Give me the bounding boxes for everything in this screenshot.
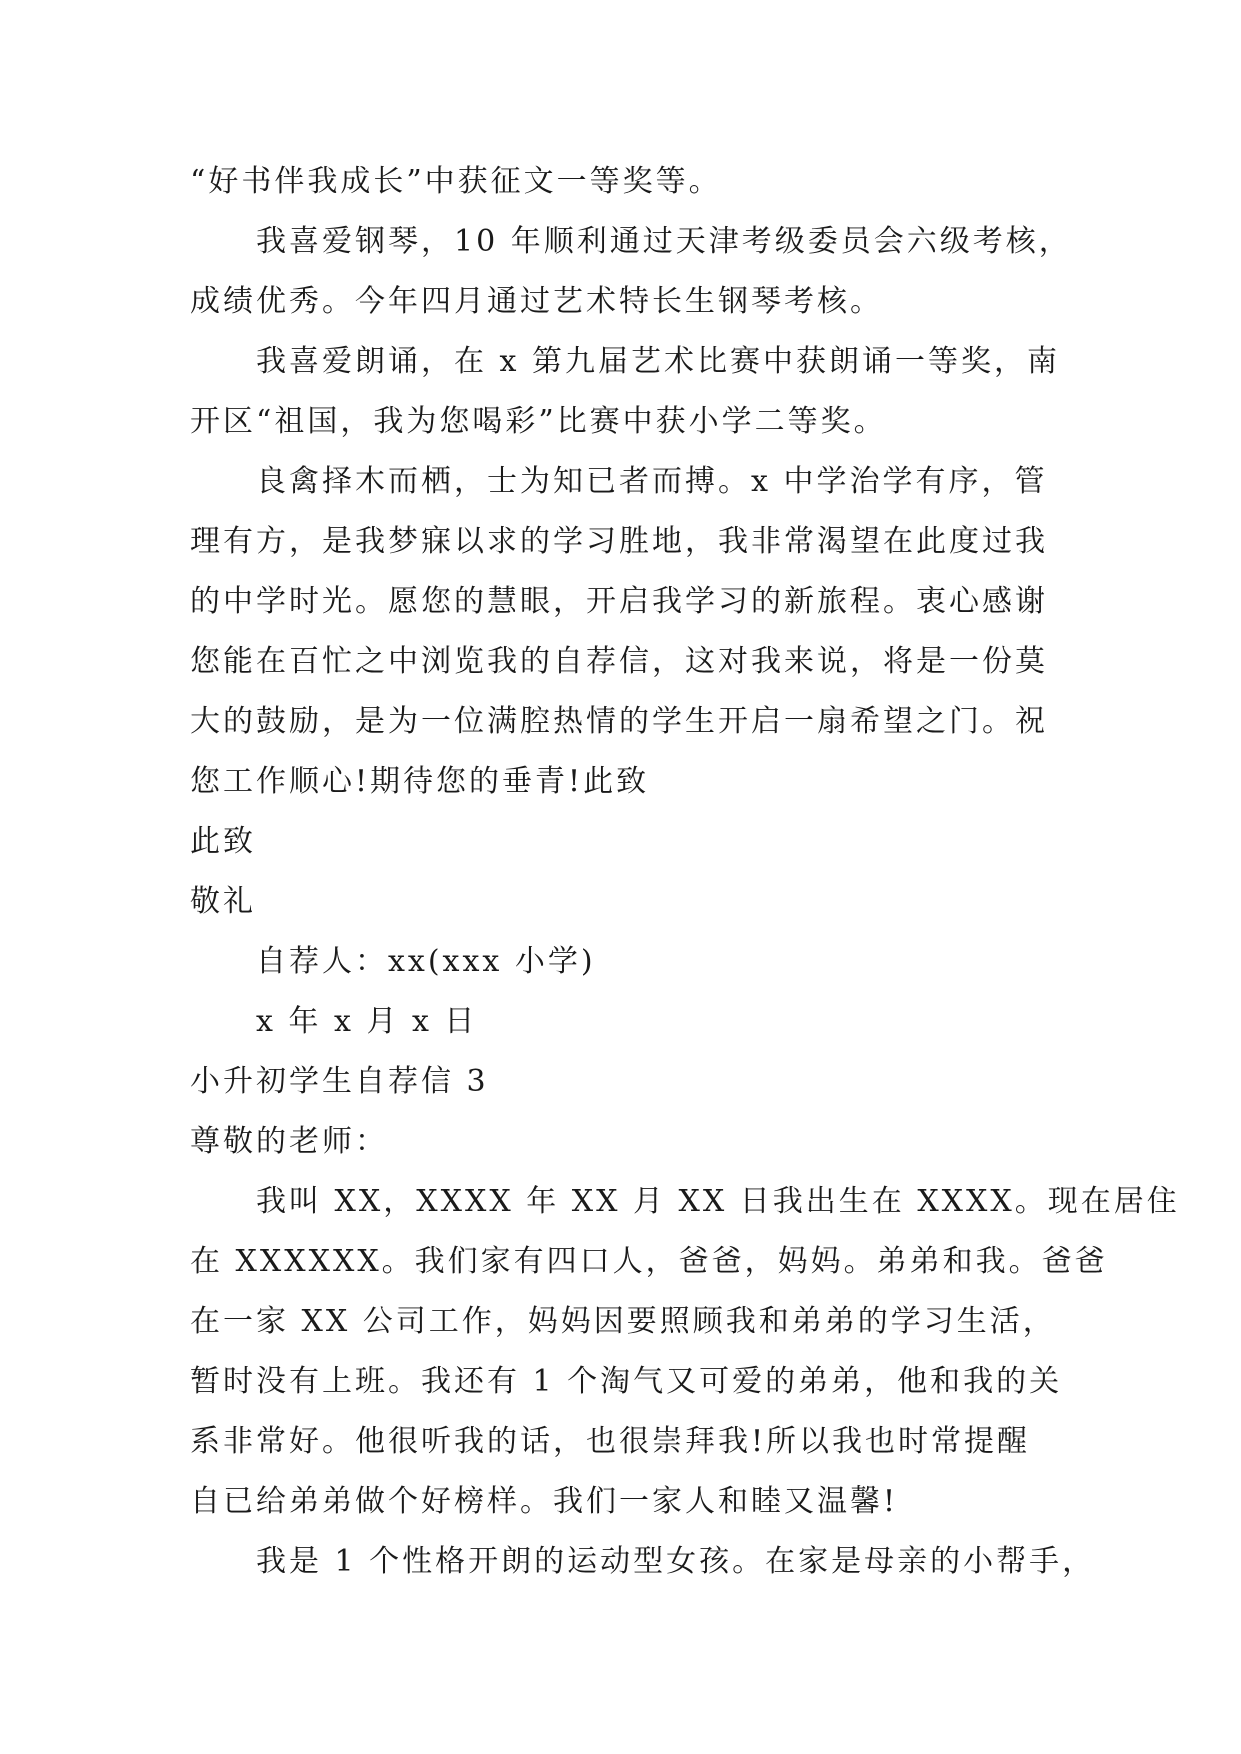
text-line: 我叫 XX，XXXX 年 XX 月 XX 日我出生在 XXXX。现在居住 — [256, 1184, 1180, 1219]
letter-body — [190, 152, 1180, 1592]
text-line: 的中学时光。愿您的慧眼，开启我学习的新旅程。衷心感谢 — [190, 584, 1048, 619]
greeting-line: 尊敬的老师： — [190, 1124, 388, 1159]
closing-regards: 敬礼 — [190, 884, 256, 919]
text-line: 良禽择木而栖，士为知已者而搏。x 中学治学有序，管 — [256, 464, 1048, 499]
text-line: 系非常好。他很听我的话，也很崇拜我!所以我也时常提醒 — [190, 1424, 1031, 1459]
text-line: 大的鼓励，是为一位满腔热情的学生开启一扇希望之门。祝 — [190, 704, 1048, 739]
signature-line: 自荐人：xx(xxx 小学) — [256, 944, 596, 979]
text-line: 您工作顺心!期待您的垂青!此致 — [190, 764, 650, 799]
text-line: “好书伴我成长”中获征文一等奖等。 — [190, 164, 722, 199]
text-line: 成绩优秀。今年四月通过艺术特长生钢琴考核。 — [190, 284, 883, 319]
text-line: 自已给弟弟做个好榜样。我们一家人和睦又温馨! — [190, 1484, 899, 1519]
text-line: 在一家 XX 公司工作，妈妈因要照顾我和弟弟的学习生活， — [190, 1304, 1056, 1339]
date-line: x 年 x 月 x 日 — [256, 1004, 478, 1039]
text-line: 我喜爱朗诵，在 x 第九届艺术比赛中获朗诵一等奖，南 — [256, 344, 1060, 379]
text-line: 您能在百忙之中浏览我的自荐信，这对我来说，将是一份莫 — [190, 644, 1048, 679]
text-line: 理有方，是我梦寐以求的学习胜地，我非常渴望在此度过我 — [190, 524, 1048, 559]
closing-salutation: 此致 — [190, 824, 256, 859]
section-title: 小升初学生自荐信 3 — [190, 1064, 489, 1099]
text-line: 在 XXXXXX。我们家有四口人，爸爸，妈妈。弟弟和我。爸爸 — [190, 1244, 1108, 1279]
text-line: 暂时没有上班。我还有 1 个淘气又可爱的弟弟，他和我的关 — [190, 1364, 1063, 1399]
text-line: 我是 1 个性格开朗的运动型女孩。在家是母亲的小帮手， — [256, 1544, 1096, 1579]
text-line: 开区“祖国，我为您喝彩”比赛中获小学二等奖。 — [190, 404, 887, 439]
text-line: 我喜爱钢琴，10 年顺利通过天津考级委员会六级考核， — [256, 224, 1072, 259]
